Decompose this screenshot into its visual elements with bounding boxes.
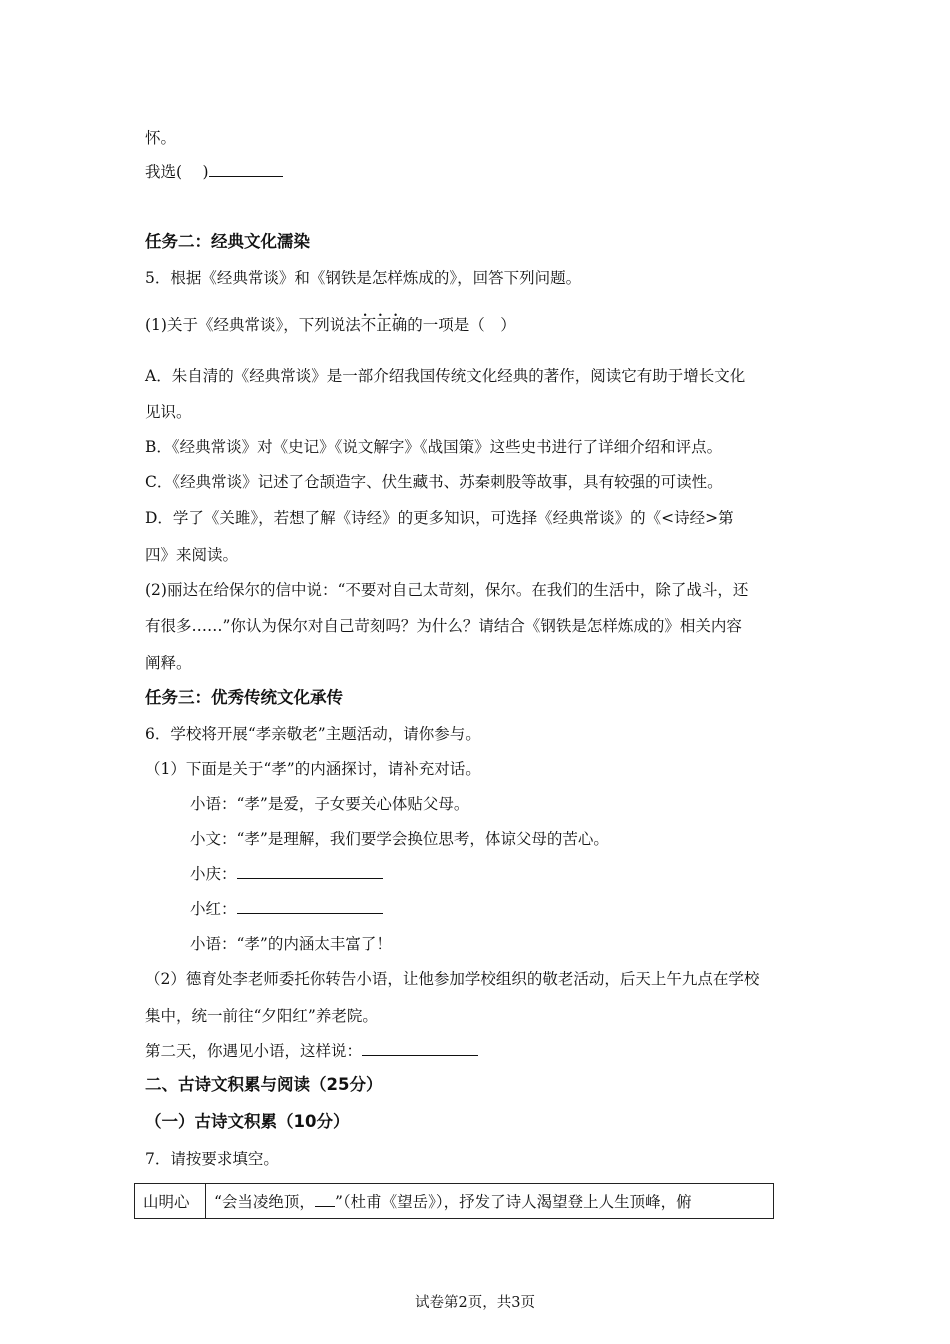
question-6-2-line2: 集中，统一前往“夕阳红”养老院。 xyxy=(145,1007,378,1025)
answer-blank[interactable] xyxy=(362,1040,478,1056)
question-5-1 xyxy=(145,314,516,336)
q6-2-prompt: 第二天，你遇见小语，这样说： xyxy=(145,1042,363,1060)
task-heading: 任务二：经典文化濡染 xyxy=(145,232,310,251)
table-row xyxy=(135,1184,774,1219)
question-6-1: （1）下面是关于“孝”的内涵探讨，请补充对话。 xyxy=(145,760,481,778)
option-a-line1: A．朱自清的《经典常谈》是一部介绍我国传统文化经典的著作，阅读它有助于增长文化 xyxy=(145,367,746,385)
answer-blank[interactable] xyxy=(315,1191,335,1207)
question-5: 5．根据《经典常谈》和《钢铁是怎样炼成的》，回答下列问题。 xyxy=(145,269,582,287)
speaker-label: 小红： xyxy=(190,900,237,918)
question-5-2-line1: (2)丽达在给保尔的信中说：“不要对自己太苛刻，保尔。在我们的生活中，除了战斗，还 xyxy=(145,581,749,599)
table-text: ”（杜甫《望岳》），抒发了诗人渴望登上人生顶峰，俯 xyxy=(334,1193,692,1211)
option-a-line2: 见识。 xyxy=(145,403,192,421)
dialogue-fill-line xyxy=(190,898,383,920)
question-5-2-line3: 阐释。 xyxy=(145,654,192,672)
fill-in-table xyxy=(134,1183,774,1219)
task-heading: 任务三：优秀传统文化承传 xyxy=(145,688,343,707)
emphasis-text: • • • 不正确 xyxy=(361,316,408,334)
answer-blank[interactable] xyxy=(209,161,283,177)
question-5-2-line2: 有很多……”你认为保尔对自己苛刻吗？为什么？请结合《钢铁是怎样炼成的》相关内容 xyxy=(145,617,742,635)
table-cell-label: 山明心 xyxy=(135,1184,206,1219)
subsection-heading: （一）古诗文积累（10分） xyxy=(145,1112,350,1131)
dialogue-line: 小语：“孝”的内涵太丰富了！ xyxy=(190,935,392,953)
option-b: B．《经典常谈》对《史记》《说文解字》《战国策》这些史书进行了详细介绍和评点。 xyxy=(145,438,723,456)
dialogue-line: 小文：“孝”是理解，我们要学会换位思考，体谅父母的苦心。 xyxy=(190,830,609,848)
question-6: 6．学校将开展“孝亲敬老”主题活动，请你参与。 xyxy=(145,725,481,743)
question-6-2-line1: （2）德育处李老师委托你转告小语，让他参加学校组织的敬老活动，后天上午九点在学校 xyxy=(145,970,760,988)
question-6-2-line3 xyxy=(145,1040,478,1062)
dialogue-fill-line xyxy=(190,863,383,885)
answer-blank[interactable] xyxy=(237,863,383,879)
option-d-line2: 四》来阅读。 xyxy=(145,546,239,564)
table-cell-content xyxy=(206,1184,774,1219)
answer-choice-line xyxy=(145,161,283,183)
option-d-line1: D．学了《关雎》，若想了解《诗经》的更多知识，可选择《经典常谈》的《<诗经>第 xyxy=(145,509,734,527)
q5-1-suffix: 的一项是（ ） xyxy=(407,316,516,334)
text-line: 怀。 xyxy=(145,129,177,147)
option-c: C．《经典常谈》记述了仓颉造字、伏生藏书、苏秦刺股等故事，具有较强的可读性。 xyxy=(145,473,723,491)
speaker-label: 小庆： xyxy=(190,865,237,883)
dialogue-line: 小语：“孝”是爱，子女要关心体贴父母。 xyxy=(190,795,470,813)
table-text: “会当凌绝顶， xyxy=(214,1193,315,1211)
question-7: 7．请按要求填空。 xyxy=(145,1150,279,1168)
choice-label: 我选( ) xyxy=(145,163,209,181)
q5-1-prefix: (1)关于《经典常谈》，下列说法 xyxy=(145,316,361,334)
page-footer: 试卷第2页，共3页 xyxy=(415,1295,535,1311)
section-heading: 二、古诗文积累与阅读（25分） xyxy=(145,1075,383,1094)
answer-blank[interactable] xyxy=(237,898,383,914)
